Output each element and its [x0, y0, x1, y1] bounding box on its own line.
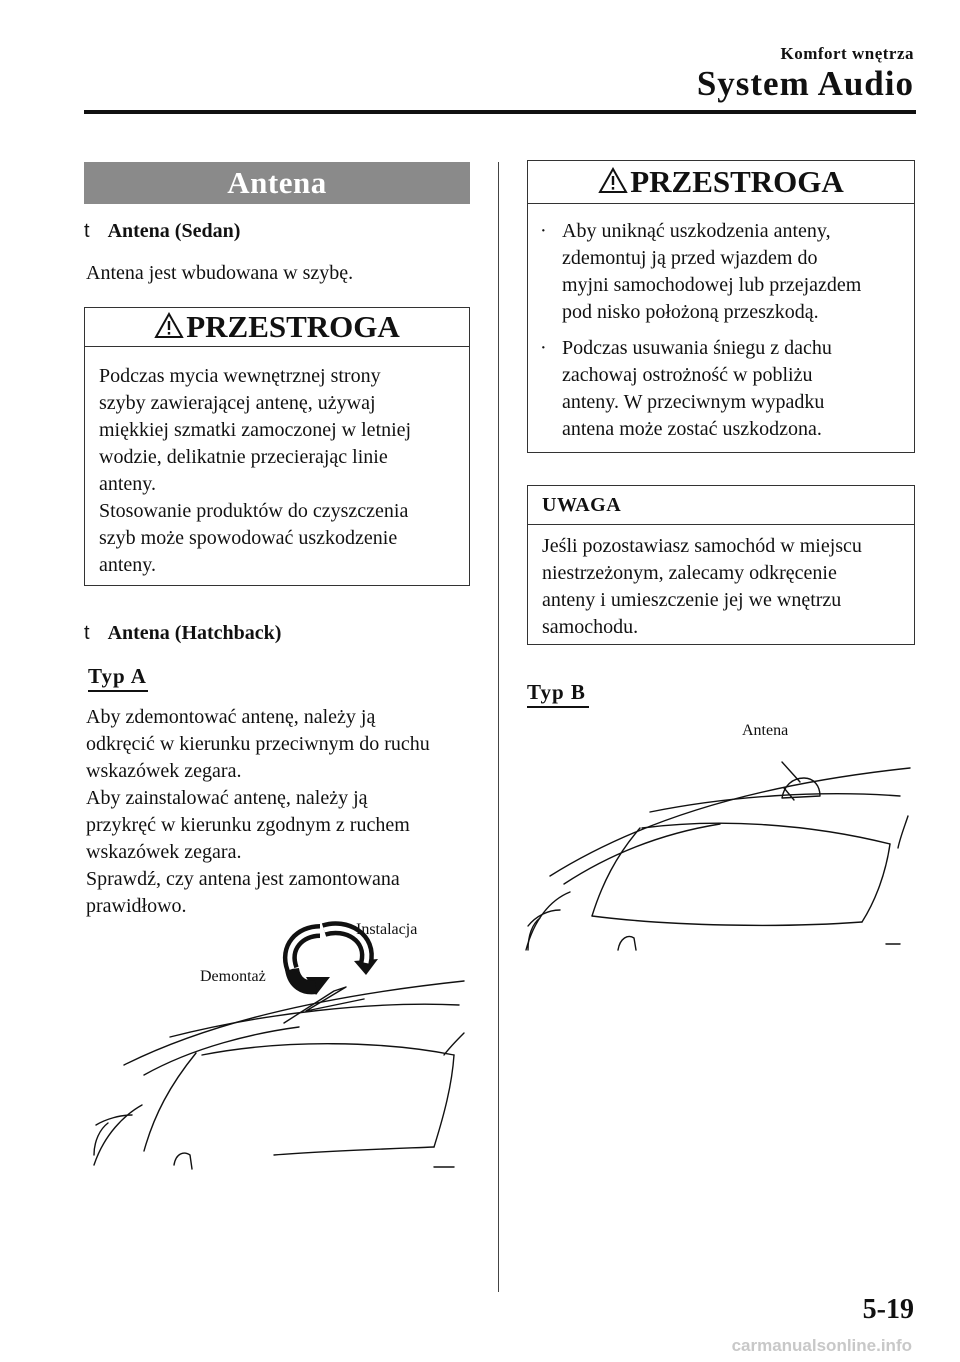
- text-line: przykręć w kierunku zgodnym z ruchem: [86, 814, 410, 836]
- typ-a-label: [88, 664, 148, 692]
- subheading-sedan-text: Antena (Sedan): [107, 220, 241, 242]
- figure-typ-b: [520, 716, 920, 956]
- text-line: prawidłowo.: [86, 895, 187, 917]
- note-line: anteny i umieszczenie jej we wnętrzu: [542, 589, 842, 611]
- caution-title: PRZESTROGA: [630, 164, 844, 199]
- typ-b-underline: [527, 706, 589, 708]
- chapter-title: Komfort wnętrza: [780, 44, 914, 63]
- caution-line: szyb może spowodować uszkodzenie: [99, 527, 398, 549]
- caution-box-right: [527, 160, 915, 453]
- caution-text-sedan: [85, 347, 469, 579]
- list-line: Aby uniknąć uszkodzenia anteny,: [562, 220, 831, 242]
- column-divider: [498, 162, 499, 1292]
- list-line: zdemontuj ją przed wjazdem do: [562, 247, 818, 269]
- header-rule: [84, 110, 916, 114]
- figure-typ-a: [84, 915, 484, 1175]
- list-line: pod nisko położoną przeszkodą.: [562, 301, 819, 323]
- caution-line: miękkiej szmatki zamoczonej w letniej: [99, 419, 412, 441]
- typ-b-label: [527, 680, 589, 708]
- bullet-dot: ·: [540, 337, 547, 359]
- caution-line: Stosowanie produktów do czyszczenia: [99, 500, 409, 522]
- car-rear-illustration-a: [84, 915, 484, 1175]
- caution-line: wodzie, delikatnie przecierając linie: [99, 446, 388, 468]
- caution-line: anteny.: [99, 554, 157, 576]
- typ-a-text-block: [86, 704, 486, 920]
- page-number: 5-19: [862, 1294, 914, 1325]
- text-line: Aby zdemontować antenę, należy ją: [86, 706, 376, 728]
- text-line: Sprawdź, czy antena jest zamontowana: [86, 868, 400, 890]
- list-line: zachowaj ostrożność w pobliżu: [562, 364, 813, 386]
- typ-a-text: Typ A: [88, 664, 147, 688]
- caution-header: [528, 161, 914, 204]
- note-line: samochodu.: [542, 616, 639, 638]
- caution-line: anteny.: [99, 473, 157, 495]
- typ-a-underline: [88, 690, 148, 692]
- text-line: odkręcić w kierunku przeciwnym do ruchu: [86, 733, 430, 755]
- bullet-glyph: t: [84, 220, 90, 242]
- caution-box-sedan: [84, 307, 470, 586]
- subheading-hatchback-text: Antena (Hatchback): [107, 622, 282, 644]
- list-item: [528, 335, 904, 443]
- label-antena: Antena: [742, 722, 789, 739]
- text-line: Aby zainstalować antenę, należy ją: [86, 787, 368, 809]
- note-line: niestrzeżonym, zalecamy odkręcenie: [542, 562, 837, 584]
- list-line: Podczas usuwania śniegu z dachu: [562, 337, 832, 359]
- note-box: [527, 485, 915, 645]
- subheading-sedan: [84, 220, 240, 243]
- warning-triangle-icon: [154, 312, 184, 339]
- caution-title: PRZESTROGA: [186, 309, 400, 344]
- text-line: wskazówek zegara.: [86, 841, 242, 863]
- section-title: System Audio: [696, 64, 914, 103]
- list-line: anteny. W przeciwnym wypadku: [562, 391, 825, 413]
- text-line: wskazówek zegara.: [86, 760, 242, 782]
- section-heading-antena: Antena: [84, 162, 470, 204]
- watermark: carmanualsonline.info: [731, 1336, 912, 1355]
- bullet-glyph: t: [84, 622, 90, 644]
- caution-line: Podczas mycia wewnętrznej strony: [99, 365, 381, 387]
- label-demontaz: Demontaż: [200, 968, 266, 985]
- list-line: myjni samochodowej lub przejazdem: [562, 274, 862, 296]
- note-title: UWAGA: [528, 486, 914, 525]
- sedan-text: Antena jest wbudowana w szybę.: [86, 262, 354, 284]
- caution-line: szyby zawierającej antenę, używaj: [99, 392, 376, 414]
- caution-list: [528, 204, 914, 443]
- list-item: [528, 218, 904, 326]
- label-instalacja: Instalacja: [356, 921, 418, 938]
- bullet-dot: ·: [540, 220, 547, 242]
- typ-b-text: Typ B: [527, 680, 586, 704]
- subheading-hatchback: [84, 622, 281, 645]
- warning-triangle-icon: [598, 167, 628, 194]
- note-text: [528, 525, 914, 641]
- car-rear-illustration-b: [520, 716, 920, 956]
- note-line: Jeśli pozostawiasz samochód w miejscu: [542, 535, 862, 557]
- list-line: antena może zostać uszkodzona.: [562, 418, 822, 440]
- caution-header: [85, 308, 469, 347]
